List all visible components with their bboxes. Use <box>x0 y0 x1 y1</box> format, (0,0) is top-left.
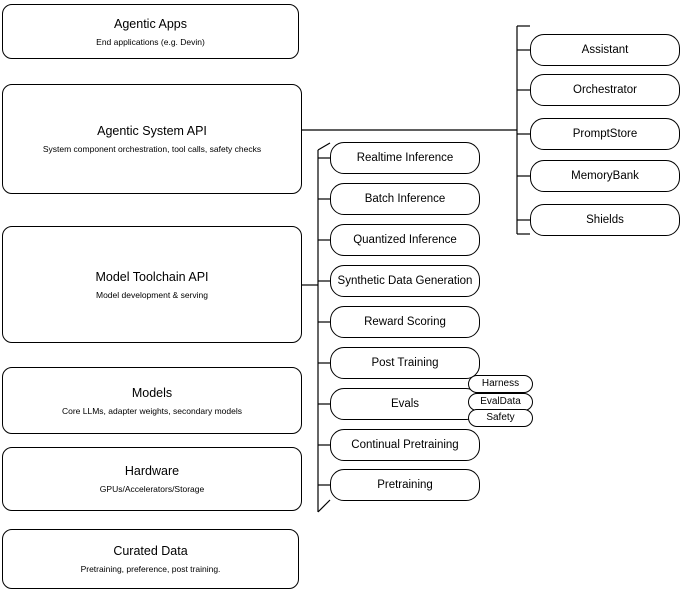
stack-layer <box>2 226 302 343</box>
stack-layer <box>2 4 299 59</box>
toolchain-component <box>330 142 480 174</box>
toolchain-component <box>330 429 480 461</box>
component-label: Shields <box>586 214 624 226</box>
component-label: Orchestrator <box>573 84 637 96</box>
agentic-component <box>530 34 680 66</box>
agentic-component <box>530 204 680 236</box>
layer-subtitle: End applications (e.g. Devin) <box>96 36 205 47</box>
agentic-component <box>530 160 680 192</box>
layer-title: Model Toolchain API <box>95 269 209 284</box>
layer-title: Hardware <box>124 464 180 478</box>
component-label: Post Training <box>371 357 439 369</box>
stack-layer <box>2 529 299 589</box>
component-label: Harness <box>481 378 520 389</box>
component-label: Synthetic Data Generation <box>337 275 473 287</box>
stack-layer <box>2 84 302 194</box>
component-label: Assistant <box>581 44 629 56</box>
toolchain-component <box>330 347 480 379</box>
agentic-component <box>530 118 680 150</box>
layer-title: Curated Data <box>113 544 188 558</box>
component-label: MemoryBank <box>571 170 639 182</box>
component-label: Reward Scoring <box>364 316 446 328</box>
layer-subtitle: Model development & serving <box>96 289 208 300</box>
toolchain-component <box>330 265 480 297</box>
layer-title: Agentic System API <box>97 124 207 138</box>
toolchain-component <box>330 469 480 501</box>
component-label: PromptStore <box>572 128 638 140</box>
component-label: Realtime Inference <box>356 152 454 164</box>
eval-subcomponent <box>468 409 533 427</box>
toolchain-component <box>330 183 480 215</box>
stack-layer <box>2 447 302 511</box>
toolchain-component <box>330 388 480 420</box>
component-label: Batch Inference <box>364 193 446 205</box>
component-label: Continual Pretraining <box>351 439 459 451</box>
component-label: Pretraining <box>377 479 433 491</box>
component-label: EvalData <box>480 396 521 407</box>
agentic-component <box>530 74 680 106</box>
stack-layer <box>2 367 302 434</box>
component-label: Quantized Inference <box>353 234 457 246</box>
layer-subtitle: Pretraining, preference, post training. <box>80 564 221 574</box>
layer-title: Models <box>131 385 173 400</box>
layer-title: Agentic Apps <box>114 16 187 31</box>
toolchain-component <box>330 224 480 256</box>
component-label: Safety <box>486 412 515 423</box>
layer-subtitle: System component orchestration, tool calls, safety checks <box>42 144 262 154</box>
layer-subtitle: Core LLMs, adapter weights, secondary models <box>61 405 242 416</box>
component-label: Evals <box>390 398 420 410</box>
toolchain-component <box>330 306 480 338</box>
layer-subtitle: GPUs/Accelerators/Storage <box>99 484 205 494</box>
eval-subcomponent <box>468 375 533 393</box>
